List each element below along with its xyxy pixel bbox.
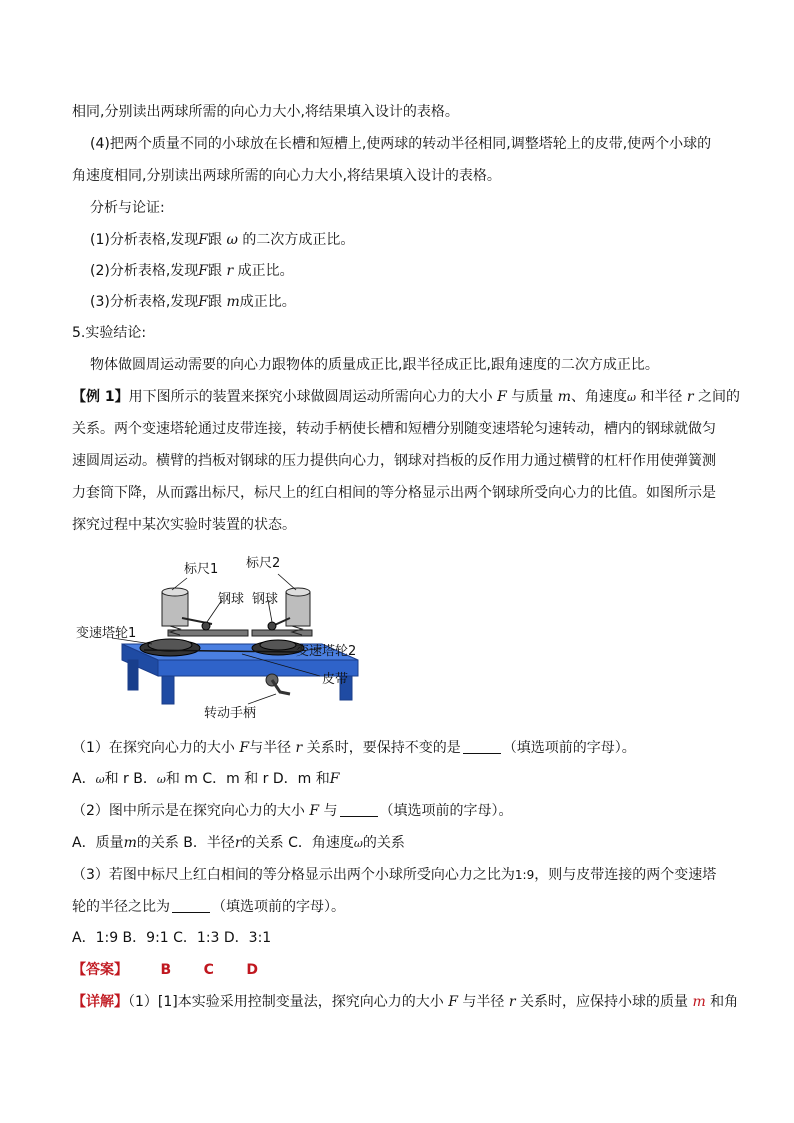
label-wheel-1: 变速塔轮1 — [76, 626, 137, 641]
question-1: （1）在探究向心力的大小 F与半径 r 关系时，要保持不变的是 （填选项前的字母）。 — [72, 740, 636, 756]
example-line-4: 力套筒下降，从而露出标尺，标尺上的红白相间的等分格显示出两个钢球所受向心力的比值。如图所示是 — [72, 485, 716, 501]
example-line-3: 速圆周运动。横臂的挡板对钢球的压力提供向心力，钢球对挡板的反作用力通过横臂的杠杆作用使弹簧测 — [72, 453, 716, 469]
label-ball-1: 钢球 — [218, 592, 245, 607]
detail-label: 【详解】 — [72, 994, 128, 1010]
answer-blank-1[interactable] — [463, 739, 501, 754]
question-1-options: A．ω和 r B．ω和 m C．m 和 r D．m 和F — [72, 771, 340, 787]
example-tag: 【例 1】 — [72, 389, 129, 405]
answer-1: B — [160, 962, 172, 978]
label-ruler-2: 标尺2 — [246, 556, 281, 571]
analysis-item-1: (1)分析表格,发现F跟 ω 的二次方成正比。 — [90, 232, 355, 248]
conclusion-title: 5.实验结论: — [72, 325, 147, 341]
answer-3: D — [246, 962, 258, 978]
label-handle: 转动手柄 — [204, 706, 257, 721]
question-3-line-1: （3）若图中标尺上红白相间的等分格显示出两个小球所受向心力之比为1:9，则与皮带连接的两个变速塔 — [72, 867, 717, 883]
question-2: （2）图中所示是在探究向心力的大小 F 与 （填选项前的字母）。 — [72, 803, 513, 819]
answer-2: C — [203, 962, 214, 978]
detail-line: 【详解】（1）[1]本实验采用控制变量法，探究向心力的大小 F 与半径 r 关系时，应保持小球的质量 m 和角 — [72, 994, 739, 1010]
example-line-2: 关系。两个变速塔轮通过皮带连接，转动手柄使长槽和短槽分别随变速塔轮匀速转动，槽内的钢球就做匀 — [72, 421, 716, 437]
text-line-1: 相同,分别读出两球所需的向心力大小,将结果填入设计的表格。 — [72, 104, 459, 120]
text-line-3: 角速度相同,分别读出两球所需的向心力大小,将结果填入设计的表格。 — [72, 168, 501, 184]
question-2-options: A．质量m的关系 B．半径r的关系 C．角速度ω的关系 — [72, 835, 405, 851]
analysis-heading: 分析与论证: — [90, 200, 165, 216]
label-wheel-2: 变速塔轮2 — [296, 644, 357, 659]
text-line-2: (4)把两个质量不同的小球放在长槽和短槽上,使两球的转动半径相同,调整塔轮上的皮带,使两个小球的 — [90, 136, 712, 152]
answer-line — [72, 960, 258, 980]
answer-blank-2[interactable] — [340, 802, 378, 817]
apparatus-figure — [72, 548, 372, 720]
label-ball-2: 钢球 — [252, 592, 279, 607]
example-line-1: 【例 1】用下图所示的装置来探究小球做圆周运动所需向心力的大小 F 与质量 m、角速度ω 和半径 r 之间的 — [72, 389, 741, 405]
label-belt: 皮带 — [322, 672, 349, 687]
question-3-options: A．1:9 B．9:1 C．1:3 D．3:1 — [72, 930, 272, 946]
answer-blank-3[interactable] — [172, 898, 210, 913]
answer-label: 【答案】 — [72, 962, 128, 978]
conclusion-text: 物体做圆周运动需要的向心力跟物体的质量成正比,跟半径成正比,跟角速度的二次方成正比。 — [90, 357, 659, 373]
label-ruler-1: 标尺1 — [184, 562, 219, 577]
example-line-5: 探究过程中某次实验时装置的状态。 — [72, 517, 296, 533]
analysis-item-2: (2)分析表格,发现F跟 r 成正比。 — [90, 263, 294, 279]
analysis-item-3: (3)分析表格,发现F跟 m成正比。 — [90, 294, 296, 310]
question-3-line-2: 轮的半径之比为 （填选项前的字母）。 — [72, 899, 345, 915]
